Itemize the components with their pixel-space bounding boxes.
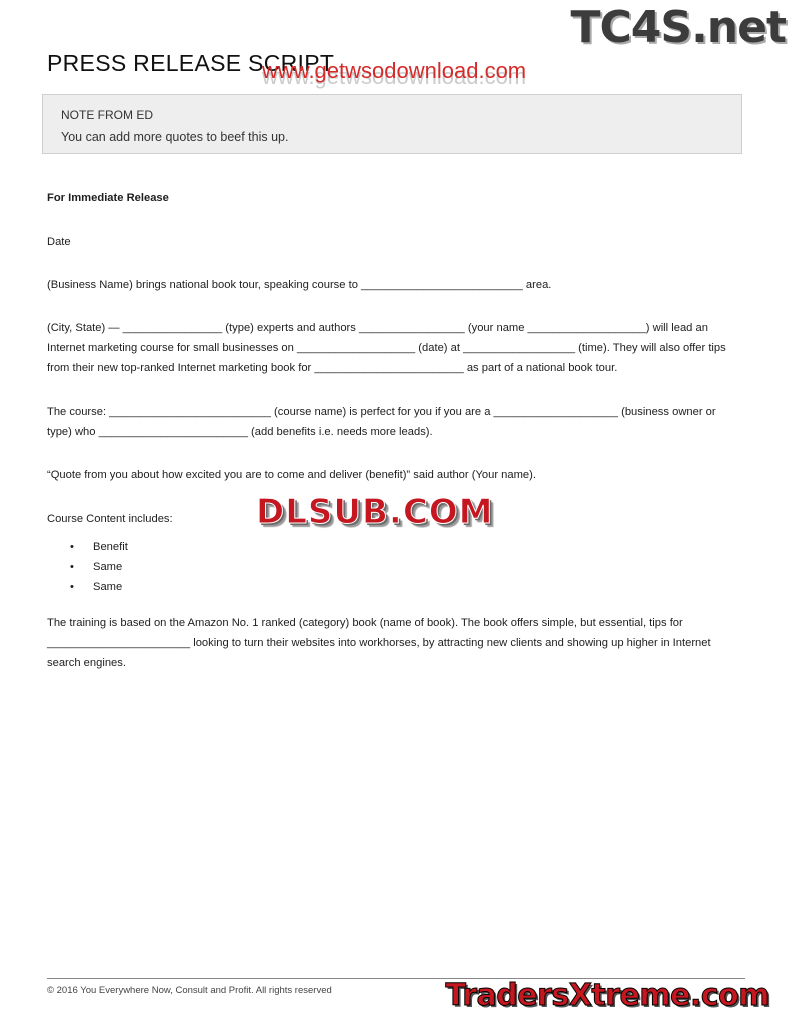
date-label: Date	[47, 236, 71, 248]
note-box	[42, 94, 742, 154]
page-title: PRESS RELEASE SCRIPT	[47, 50, 335, 76]
paragraph-1-line-2: Internet marketing course for small businesses on ___________________ (date) at __________________ (time). They will also offer tips	[47, 342, 726, 354]
release-label: For Immediate Release	[47, 192, 169, 204]
watermark-url: www.getwsodownload.com	[262, 58, 527, 83]
bullet-dot: •	[70, 541, 74, 553]
watermark-traders: TradersXtreme.com	[445, 978, 769, 1013]
paragraph-1-line-1: (City, State) — ________________ (type) experts and authors _________________ (your name ___________________) will lead an	[47, 322, 708, 334]
paragraph-2-line-2: type) who ________________________ (add benefits i.e. needs more leads).	[47, 426, 433, 438]
quote: “Quote from you about how excited you are to come and deliver (benefit)” said author (Your name).	[47, 469, 536, 481]
headline: (Business Name) brings national book tour, speaking course to __________________________ area.	[47, 279, 552, 291]
footer-text: © 2016 You Everywhere Now, Consult and Profit. All rights reserved	[47, 985, 332, 996]
course-content-label: Course Content includes:	[47, 513, 173, 525]
paragraph-3-line-1: The training is based on the Amazon No. 1 ranked (category) book (name of book). The book offers simple, but essential, tips for	[47, 617, 683, 629]
watermark-tc4s: TC4S.net	[570, 2, 786, 53]
paragraph-1-line-3: from their new top-ranked Internet marketing book for ________________________ as part of a national book tour.	[47, 362, 618, 374]
bullet-text: Benefit	[93, 541, 128, 553]
watermark-dlsub: DLSUB.COM	[256, 492, 494, 532]
bullet-text: Same	[93, 561, 123, 573]
paragraph-3-line-3: search engines.	[47, 657, 126, 669]
paragraph-3-line-2: _______________________ looking to turn their websites into workhorses, by attracting new clients and showing up higher in Internet	[47, 637, 711, 649]
bullet-text: Same	[93, 581, 123, 593]
bullet-dot: •	[70, 561, 74, 573]
paragraph-2-line-1: The course: __________________________ (course name) is perfect for you if you are a ____________________ (business owner or	[47, 406, 716, 418]
note-text: You can add more quotes to beef this up.	[61, 130, 289, 144]
bullet-dot: •	[70, 581, 74, 593]
note-heading: NOTE FROM ED	[61, 108, 153, 122]
